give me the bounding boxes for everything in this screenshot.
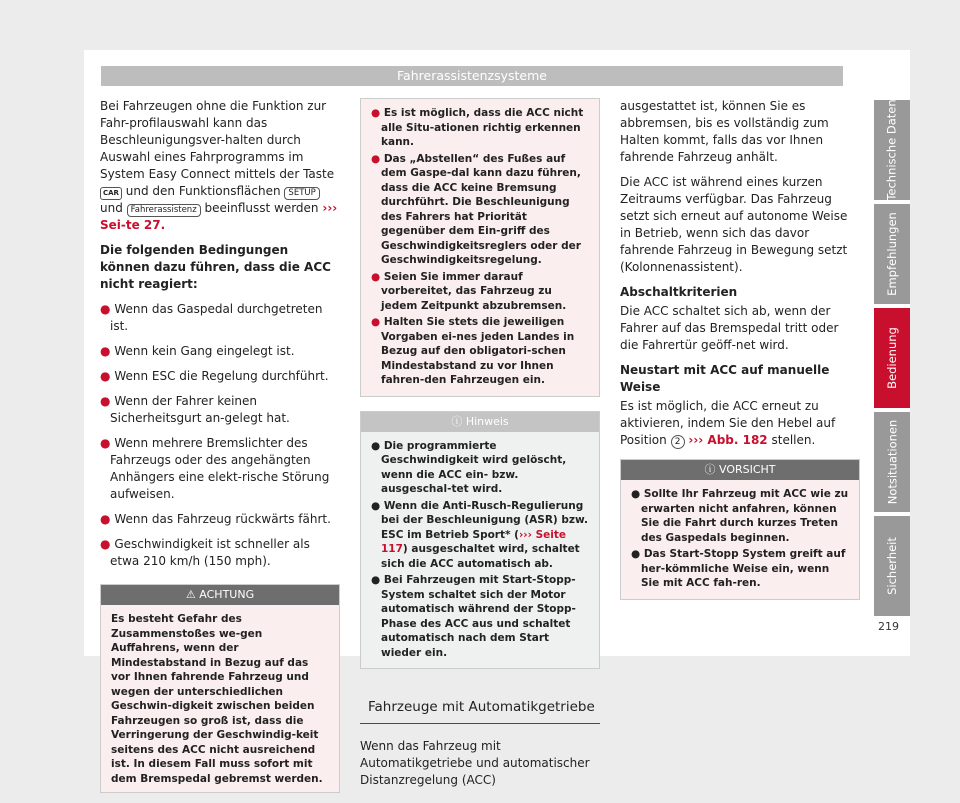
- subheading: Neustart mit ACC auf manuelle Weise: [620, 363, 830, 394]
- list-item: ● Geschwindigkeit ist schneller als etwa 210 km/h (150 mph).: [100, 537, 310, 568]
- tab-bedienung[interactable]: Bedienung: [874, 308, 910, 408]
- page-reference-link[interactable]: ››› Sei-te 27.: [100, 201, 338, 232]
- column-left: [100, 98, 340, 803]
- conditions-list: [100, 301, 340, 570]
- list-item: ● Sollte Ihr Fahrzeug mit ACC wie zu erwarten nicht anfahren, können Sie die Fahrt durch kurzes Treten des Gaspedals beginnen.: [631, 488, 849, 544]
- paragraph: Es ist möglich, die ACC erneut zu aktivieren, indem Sie den Hebel auf Position 2 ››› Abb. 182 stellen.: [620, 399, 836, 447]
- tab-notsituationen[interactable]: Notsituationen: [874, 412, 910, 512]
- warning-header: ⚠ ACHTUNG: [101, 585, 339, 605]
- note-box: [360, 411, 600, 670]
- tab-technische-daten[interactable]: Technische Daten: [874, 100, 910, 200]
- list-item: ● Wenn das Fahrzeug rückwärts fährt.: [100, 512, 331, 526]
- list-item: ● Seien Sie immer darauf vorbereitet, das Fahrzeug zu jedem Zeitpunkt abzubremsen.: [371, 270, 567, 312]
- list-item: ● Wenn der Fahrer keinen Sicherheitsgurt an-gelegt hat.: [100, 394, 290, 425]
- caution-header: ⓘ VORSICHT: [621, 460, 859, 480]
- list-item: ● Das „Abstellen“ des Fußes auf dem Gaspe-dal kann dazu führen, dass die ACC keine Bremsung durchführt. Die Beschleunigung des Fahrers hat Priorität gegenüber dem Ein-griff des Geschwindigkeitsreglers oder der Geschwindigkeitsregelung.: [371, 152, 581, 266]
- page-number: 219: [878, 620, 899, 633]
- list-item: ● Halten Sie stets die jeweiligen Vorgaben ei-nes jeden Landes in Bezug auf den obligatori-schen Mindestabstand zu vor Ihnen fahren-den Fahrzeugen ein.: [371, 316, 575, 386]
- column-right: [620, 98, 860, 610]
- warning-triangle-icon: ⚠: [185, 588, 196, 601]
- page-header: Fahrerassistenzsysteme: [101, 66, 843, 86]
- note-header: ⓘ Hinweis: [361, 412, 599, 432]
- list-item: ● Wenn ESC die Regelung durchführt.: [100, 369, 329, 383]
- section-paragraph: Wenn das Fahrzeug mit Automatikgetriebe und automatischer Distanzregelung (ACC): [360, 739, 590, 787]
- warning-continued-box: [360, 98, 600, 397]
- list-item: ● Wenn das Gaspedal durchgetreten ist.: [100, 302, 323, 333]
- figure-reference-link[interactable]: ››› Abb. 182: [688, 433, 768, 447]
- intro-paragraph: Bei Fahrzeugen ohne die Funktion zur Fahr-profilauswahl kann das Beschleunigungsver-halten durch Auswahl eines Fahrprogramms im System Easy Connect mittels der Taste CAR und den Funktionsflächen SETUP und Fahrerassistenz beeinflusst werden ››› Sei-te 27.: [100, 99, 338, 232]
- section-title: Fahrzeuge mit Automatikgetriebe: [360, 699, 600, 724]
- list-item: ● Bei Fahrzeugen mit Start-Stopp-System schaltet sich der Motor automatisch während der Stopp-Phase des ACC aus und schaltet automatisch nach dem Start wieder ein.: [371, 574, 576, 659]
- setup-key: SETUP: [284, 187, 319, 200]
- list-item: ● Die programmierte Geschwindigkeit wird gelöscht, wenn die ACC ein- bzw. ausgeschal-tet wird.: [371, 439, 567, 495]
- page-reference-link[interactable]: ››› Seite 117: [381, 528, 567, 555]
- tab-empfehlungen[interactable]: Empfehlungen: [874, 204, 910, 304]
- caution-box: [620, 459, 860, 600]
- column-middle: [360, 98, 600, 797]
- subheading: Abschaltkriterien: [620, 285, 738, 299]
- position-number-badge: 2: [671, 435, 685, 449]
- caution-icon: ⓘ: [704, 463, 716, 476]
- conditions-heading: Die folgenden Bedingungen können dazu führen, dass die ACC nicht reagiert:: [100, 243, 331, 291]
- car-key-icon: CAR: [100, 187, 122, 200]
- fahrerassistenz-key: Fahrerassistenz: [127, 204, 201, 217]
- tab-sicherheit[interactable]: Sicherheit: [874, 516, 910, 616]
- side-tabs: [874, 100, 910, 620]
- warning-box: [100, 584, 340, 793]
- list-item: ● Es ist möglich, dass die ACC nicht alle Situ-ationen richtig erkennen kann.: [371, 107, 584, 148]
- list-item: ● Das Start-Stopp System greift auf her-kömmliche Weise ein, wenn Sie mit ACC fah-ren.: [631, 548, 846, 589]
- paragraph: Die ACC schaltet sich ab, wenn der Fahrer auf das Bremspedal tritt oder die Fahrertür geöff-net wird.: [620, 304, 839, 352]
- list-item: ● Wenn kein Gang eingelegt ist.: [100, 344, 295, 358]
- paragraph: Die ACC ist während eines kurzen Zeitraums verfügbar. Das Fahrzeug setzt sich erneut auf autonome Weise in Betrieb, wenn sich das davor fahrende Fahrzeug in Bewegung setzt (Kolonnenassistent).: [620, 175, 848, 274]
- manual-page: [84, 50, 910, 787]
- warning-text: Es besteht Gefahr des Zusammenstoßes we-gen Auffahrens, wenn der Mindestabstand in Bezug auf das vor Ihnen fahrende Fahrzeug und wegen der unterschiedlichen Geschwin-digkeit zwischen beiden Fahrzeugen so groß ist, dass die Verringerung der Geschwindig-keit seitens des ACC nicht ausreichend ist. In diesem Fall muss sofort mit dem Bremspedal gebremst werden.: [111, 613, 323, 785]
- list-item: ● Wenn die Anti-Rusch-Regulierung bei der Beschleunigung (ASR) bzw. ESC im Betrieb Sport* (››› Seite 117) ausgeschaltet wird, schaltet sich die ACC automatisch ab.: [371, 499, 589, 570]
- info-icon: ⓘ: [451, 414, 463, 428]
- list-item: ● Wenn mehrere Bremslichter des Fahrzeugs oder des angehängten Anhängers eine elekt-rische Störung aufweisen.: [100, 436, 330, 501]
- paragraph: ausgestattet ist, können Sie es abbremsen, bis es vollständig zum Halten kommt, falls das vor Ihnen fahrende Fahrzeug anhält.: [620, 99, 829, 164]
